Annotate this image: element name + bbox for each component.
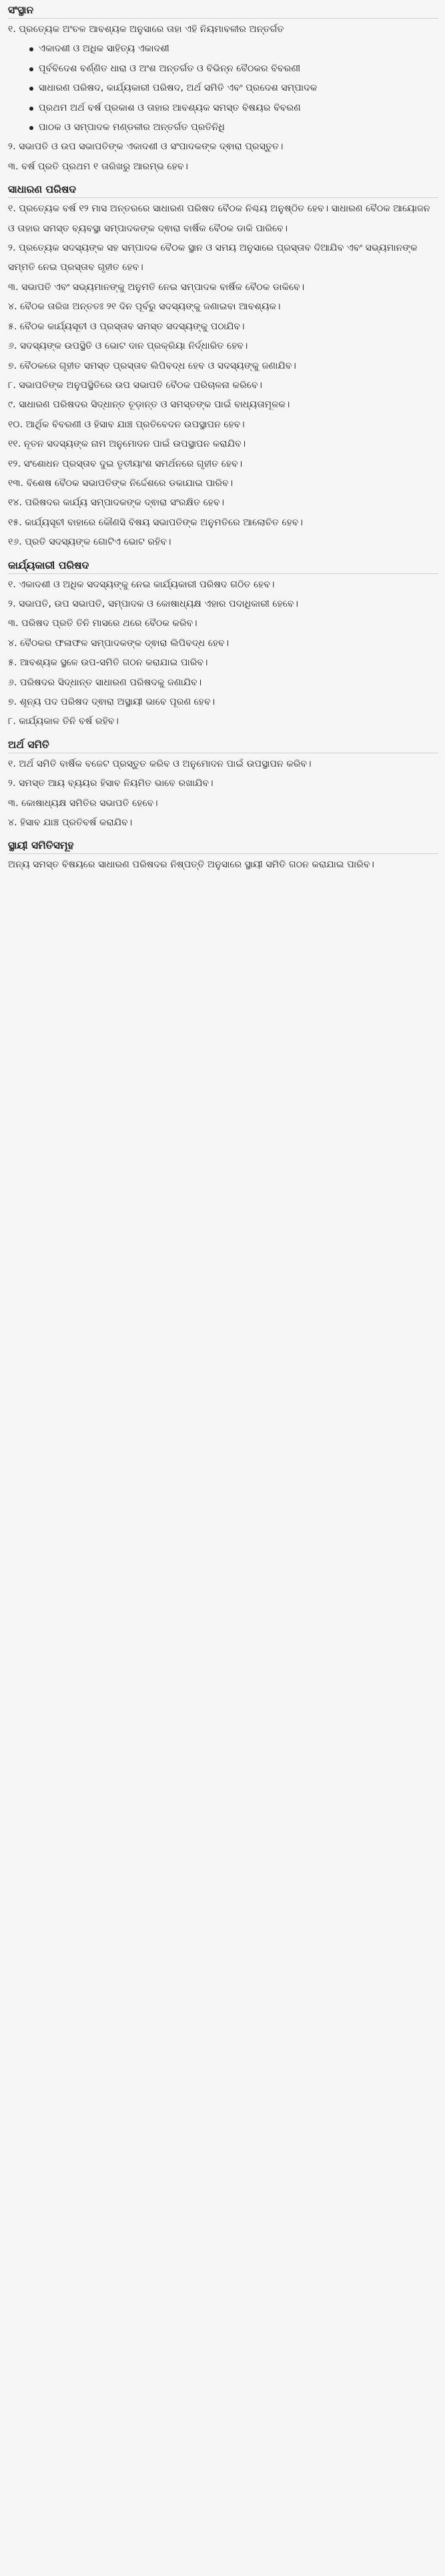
- list-item: ୬. ସଦସ୍ୟଙ୍କ ଉପସ୍ଥିତି ଓ ଭୋଟ ଦାନ ପ୍ରକ୍ରିୟା ନିର୍ଦ୍ଧାରିତ ହେବ।: [8, 341, 248, 352]
- list-item: ୫. ଆବଶ୍ୟକ ସ୍ଥଳେ ଉପ-ସମିତି ଗଠନ କରାଯାଇ ପାରିବ।: [8, 657, 208, 669]
- section-items-sansthan: [8, 20, 438, 39]
- list-item: ଅନ୍ୟ ସମସ୍ତ ବିଷୟରେ ସାଧାରଣ ପରିଷଦର ନିଷ୍ପତ୍ତି ଅନୁସାରେ ସ୍ଥାୟୀ ସମିତି ଗଠନ କରାଯାଇ ପାରିବ।: [8, 859, 374, 871]
- section-items-finance-committee: [8, 755, 438, 833]
- list-item: ୨. ସଭାପତି ଓ ଉପ ସଭାପତିଙ୍କ ଏକାଦଶୀ ଓ ସଂପାଦକଙ୍କ ଦ୍ଵାରା ପ୍ରସ୍ତୁତ।: [8, 141, 284, 153]
- list-item: ୪. ବୈଠକ ତାରିଖ ଅନ୍ତତଃ ୨୧ ଦିନ ପୂର୍ବରୁ ସଦସ୍ୟଙ୍କୁ ଜଣାଇବା ଆବଶ୍ୟକ।: [8, 301, 281, 313]
- section-bullets-sansthan: [28, 39, 438, 137]
- bullet-item: ପ୍ରଥମ ଅର୍ଥ ବର୍ଷ ପ୍ରକାଶ ଓ ତାହାର ଆବଶ୍ୟକ ସମସ୍ତ ବିଷୟର ବିବରଣ: [28, 99, 438, 118]
- list-item: ୩. କୋଷାଧ୍ୟକ୍ଷ ସମିତିର ସଭାପତି ହେବେ।: [8, 797, 158, 809]
- bullet-item: ଏକାଦଶୀ ଓ ଅଧିକ ସାହିତ୍ୟ ଏକାଦଶୀ: [28, 39, 438, 59]
- list-item: ୧. ପ୍ରତ୍ୟେକ ବର୍ଷ ୧୨ ମାସ ଅନ୍ତରରେ ସାଧାରଣ ପରିଷଦ ବୈଠକ ନିଶ୍ଚୟ ଅନୁଷ୍ଠିତ ହେବ। ସାଧାରଣ ବୈଠକ ଆୟୋଜନ ଓ ତାହାର ସମସ୍ତ ବ୍ୟବସ୍ଥା ସମ୍ପାଦକଙ୍କ ଦ୍ଵାରା ବାର୍ଷିକ ବୈଠକ ଡାକି ପାରିବେ।: [8, 203, 430, 234]
- list-item: ୯. ସାଧାରଣ ପରିଷଦର ସିଦ୍ଧାନ୍ତ ଚୂଡ଼ାନ୍ତ ଓ ସମସ୍ତଙ୍କ ପାଇଁ ବାଧ୍ୟତାମୂଳକ।: [8, 399, 290, 411]
- list-item: ୧୬. ପ୍ରତି ସଦସ୍ୟଙ୍କ ଗୋଟିଏ ଭୋଟ ରହିବ।: [8, 537, 171, 548]
- list-item: ୧୨. ସଂଶୋଧନ ପ୍ରସ୍ତାବ ଦୁଇ ତୃତୀୟାଂଶ ସମର୍ଥନରେ ଗୃହୀତ ହେବ।: [8, 458, 243, 469]
- list-item: ୭. ବୈଠକରେ ଗୃହୀତ ସମସ୍ତ ପ୍ରସ୍ତାବ ଲିପିବଦ୍ଧ ହେବ ଓ ସଦସ୍ୟଙ୍କୁ ଜଣାଯିବ।: [8, 360, 296, 371]
- section-items-standing-committees: [8, 855, 438, 875]
- list-item: ୧୩. ବିଶେଷ ବୈଠକ ସଭାପତିଙ୍କ ନିର୍ଦ୍ଦେଶରେ ଡକାଯାଇ ପାରିବ।: [8, 477, 234, 489]
- list-item: ୧୫. କାର୍ଯ୍ୟସୂଚୀ ବାହାରେ କୌଣସି ବିଷୟ ସଭାପତିଙ୍କ ଅନୁମତିରେ ଆଲୋଚିତ ହେବ।: [8, 517, 303, 528]
- section-title-sansthan: ସଂସ୍ଥାନ: [8, 4, 438, 19]
- list-item: ୧୧. ନୂତନ ସଦସ୍ୟଙ୍କ ନାମ ଅନୁମୋଦନ ପାଇଁ ଉପସ୍ଥାପନ କରାଯିବ।: [8, 439, 246, 450]
- list-item: ୪. ବୈଠକର ଫଳାଫଳ ସମ୍ପାଦକଙ୍କ ଦ୍ଵାରା ଲିପିବଦ୍ଧ ହେବ।: [8, 637, 230, 649]
- section-title-finance-committee: ଅର୍ଥ ସମିତି: [8, 739, 438, 753]
- list-item: ୮. ସଭାପତିଙ୍କ ଅନୁପସ୍ଥିତିରେ ଉପ ସଭାପତି ବୈଠକ ପରିଚାଳନା କରିବେ।: [8, 379, 262, 391]
- list-item: ୫. ବୈଠକ କାର୍ଯ୍ୟସୂଚୀ ଓ ପ୍ରସ୍ତାବ ସମସ୍ତ ସଦସ୍ୟଙ୍କୁ ପଠାଯିବ।: [8, 321, 245, 332]
- list-item: ୧. ପ୍ରତ୍ୟେକ ଅଂଚଳ ଆବଶ୍ୟକ ଅନୁସାରେ ତାହା ଏହି ନିୟମାବଳୀର ଅନ୍ତର୍ଗତ: [8, 24, 284, 35]
- list-item: ୭. ଶୂନ୍ୟ ପଦ ପରିଷଦ ଦ୍ଵାରା ଅସ୍ଥାୟୀ ଭାବେ ପୂରଣ ହେବ।: [8, 697, 215, 707]
- list-item: ୨. ସଭାପତି, ଉପ ସଭାପତି, ସମ୍ପାଦକ ଓ କୋଷାଧ୍ୟକ୍ଷ ଏହାର ପଦାଧିକାରୀ ହେବେ।: [8, 598, 298, 609]
- list-item: ୮. କାର୍ଯ୍ୟକାଳ ତିନି ବର୍ଷ ରହିବ।: [8, 716, 119, 727]
- section-title-general-council: ସାଧାରଣ ପରିଷଦ: [8, 183, 438, 198]
- list-item: ୧. ଏକାଦଶୀ ଓ ଅଧିକ ସଦସ୍ୟଙ୍କୁ ନେଇ କାର୍ଯ୍ୟକାରୀ ପରିଷଦ ଗଠିତ ହେବ।: [8, 579, 275, 590]
- section-title-executive-council: କାର୍ଯ୍ୟକାରୀ ପରିଷଦ: [8, 559, 438, 574]
- section-title-standing-committees: ସ୍ଥାୟୀ ସମିତିସମୂହ: [8, 839, 438, 854]
- list-item: ୧୪. ପରିଷଦର କାର୍ଯ୍ୟ ସମ୍ପାଦକଙ୍କ ଦ୍ଵାରା ସଂରକ୍ଷିତ ହେବ।: [8, 497, 225, 509]
- list-item: ୧୦. ଆର୍ଥିକ ବିବରଣୀ ଓ ହିସାବ ଯାଞ୍ଚ ପ୍ରତିବେଦନ ଉପସ୍ଥାପନ ହେବ।: [8, 419, 245, 430]
- list-item: ୧. ଅର୍ଥ ସମିତି ବାର୍ଷିକ ବଜେଟ ପ୍ରସ୍ତୁତ କରିବ ଓ ଅନୁମୋଦନ ପାଇଁ ଉପସ୍ଥାପନ କରିବ।: [8, 758, 312, 769]
- section-items-general-council: [8, 199, 438, 552]
- section-items-executive-council: [8, 575, 438, 732]
- list-item: ୨. ପ୍ରତ୍ୟେକ ସଦସ୍ୟଙ୍କ ସହ ସମ୍ପାଦକ ବୈଠକ ସ୍ଥାନ ଓ ସମୟ ଅନୁସାରେ ପ୍ରସ୍ତାବ ଦିଆଯିବ ଏବଂ ସଭ୍ୟମାନଙ୍କ ସମ୍ମତି ନେଇ ପ୍ରସ୍ତାବ ଗୃହୀତ ହେବ।: [8, 243, 418, 273]
- list-item: ୩. ପରିଷଦ ପ୍ରତି ତିନି ମାସରେ ଥରେ ବୈଠକ କରିବ।: [8, 618, 197, 629]
- bullet-item: ପାଠକ ଓ ସମ୍ପାଦକ ମଣ୍ଡଳୀର ଅନ୍ତର୍ଗତ ପ୍ରତିନିଧି: [28, 118, 438, 137]
- bullet-item: ସାଧାରଣ ପରିଷଦ, କାର୍ଯ୍ୟକାରୀ ପରିଷଦ, ଅର୍ଥ ସମିତି ଏବଂ ପ୍ରଦେଶ ସମ୍ପାଦକ: [28, 79, 438, 98]
- list-item: ୨. ସମସ୍ତ ଆୟ ବ୍ୟୟର ହିସାବ ନିୟମିତ ଭାବେ ରଖାଯିବ।: [8, 778, 213, 789]
- list-item: ୩. ସଭାପତି ଏବଂ ସଭ୍ୟମାନଙ୍କୁ ଅନୁମତି ନେଇ ସମ୍ପାଦକ ବାର୍ଷିକ ବୈଠକ ଡାକିବେ।: [8, 281, 305, 293]
- bullet-item: ପୂର୍ବବିଦେଶ ବର୍ଣ୍ଣିତ ଧାରା ଓ ଅଂଶ ଅନ୍ତର୍ଗତ ଓ ବିଭିନ୍ନ ବୈଠକର ବିବରଣୀ: [28, 59, 438, 79]
- section-after-sansthan: [8, 137, 438, 177]
- list-item: ୬. ପରିଷଦର ସିଦ୍ଧାନ୍ତ ସାଧାରଣ ପରିଷଦକୁ ଜଣାଯିବ।: [8, 677, 202, 688]
- list-item: ୩. ବର୍ଷ ପ୍ରତି ପ୍ରଥମ ୧ ତାରିଖରୁ ଆରମ୍ଭ ହେବ।: [8, 161, 188, 172]
- list-item: ୪. ହିସାବ ଯାଞ୍ଚ ପ୍ରତିବର୍ଷ କରାଯିବ।: [8, 817, 133, 829]
